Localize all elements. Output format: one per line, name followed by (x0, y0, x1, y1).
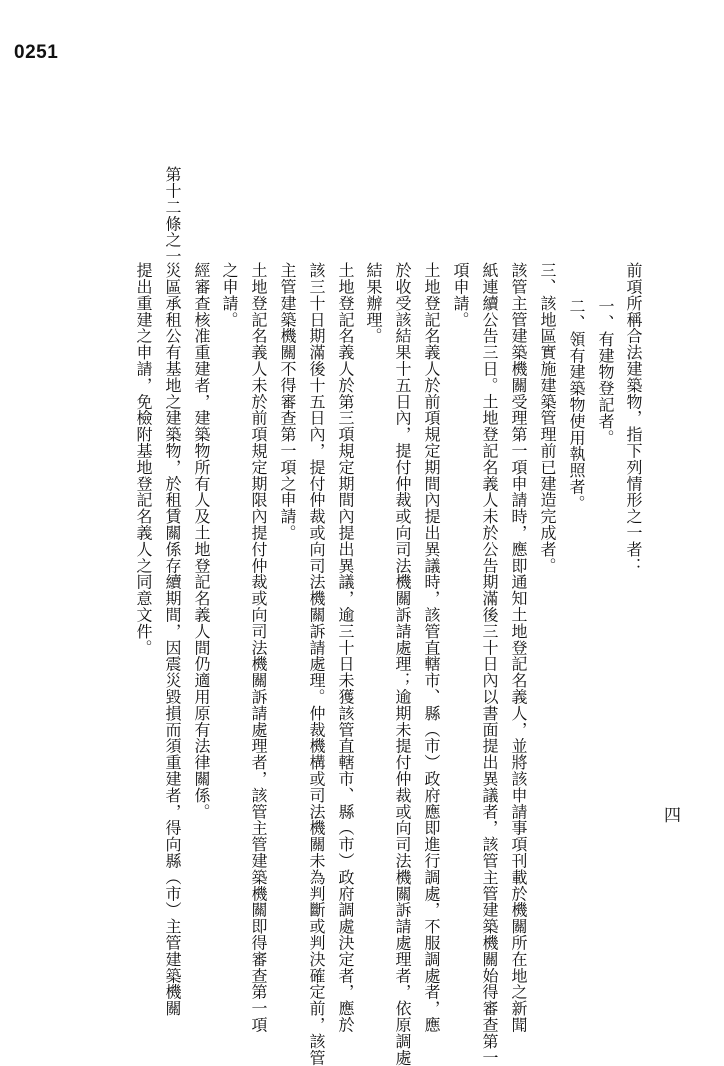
text-line-13: 主管建築機關不得審查第一項之申請。 (278, 262, 297, 541)
text-line-11: 土地登記名義人於第三項規定期間內提出異議，逾三十日未獲該管直轄市、縣（市）政府調處決定者，應於 (336, 262, 355, 1033)
text-line-9: 於收受該結果十五日內，提付仲裁或向司法機關訴請處理；逾期未提付仲裁或向司法機關訴請處理者，依原調處 (393, 262, 412, 1066)
page-number: 0251 (14, 42, 59, 63)
text-line-10: 結果辦理。 (364, 262, 383, 344)
text-line-16: 經審查核准重建者，建築物所有人及土地登記名義人間仍適用原有法律關係。 (192, 262, 211, 820)
folio-number: 四 (660, 806, 680, 823)
text-line-19: 提出重建之申請，免檢附基地登記名義人之同意文件。 (134, 262, 153, 656)
text-line-4: 三、該地區實施建築管理前已建造完成者。 (538, 262, 557, 574)
text-line-1: 前項所稱合法建築物，指下列情形之一者： (624, 262, 643, 574)
text-line-2: 一、有建物登記者。 (596, 298, 615, 446)
text-line-3: 二、領有建築物使用執照者。 (567, 298, 586, 512)
text-line-7: 項申請。 (451, 262, 470, 328)
text-line-14: 土地登記名義人未於前項規定期限內提付仲裁或向司法機關訴請處理者，該管主管建築機關即得審查第一項 (249, 262, 268, 1033)
text-line-6: 紙連續公告三日。土地登記名義人未於公告期滿後三十日內以書面提出異議者，該管主管建築機關始得審查第一 (480, 262, 499, 1066)
text-line-8: 土地登記名義人於前項規定期間內提出異議時，該管直轄市、縣（市）政府應即進行調處，不服調處者，應 (422, 262, 441, 1033)
text-line-5: 該管主管建築機關受理第一項申請時，應即通知土地登記名義人，並將該申請事項刊載於機關所在地之新聞 (509, 262, 528, 1033)
article-heading: 第十二條之一 (163, 166, 182, 265)
text-line-15: 之申請。 (220, 262, 239, 328)
text-line-18: 災區承租公有基地之建築物，於租賃關係存續期間，因震災毀損而須重建者，得向縣（市）主管建築機關 (163, 262, 182, 1017)
text-line-12: 該三十日期滿後十五日內，提付仲裁或向司法機關訴請處理。仲裁機構或司法機關未為判斷或判決確定前，該管 (307, 262, 326, 1066)
